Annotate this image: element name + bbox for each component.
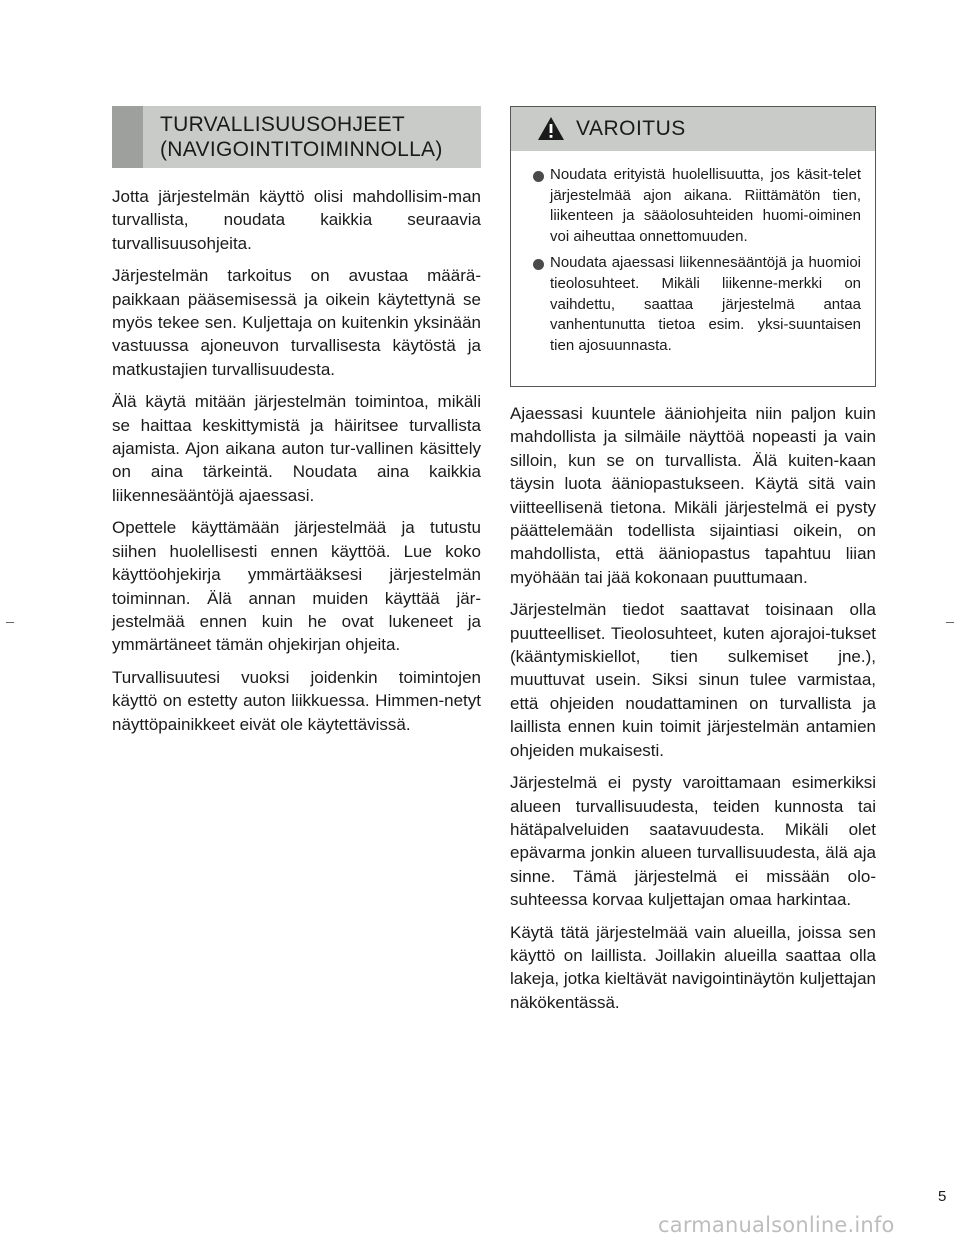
warning-header xyxy=(511,107,875,151)
heading-tab xyxy=(112,106,143,168)
warning-title: VAROITUS xyxy=(576,117,686,140)
right-column xyxy=(510,402,876,1023)
warning-item-text: Noudata ajaessasi liikennesääntöjä ja huomioi tieolosuhteet. Mikäli liikenne-merkki on vaihdettu, saattaa järjestelmä antaa vanhentunutta tietoa esim. yksi-suuntaisen tien ajosuunnasta. xyxy=(550,254,861,354)
paragraph: Jotta järjestelmän käyttö olisi mahdollisim-man turvallista, noudata kaikkia seuraavia turvallisuusohjeita. xyxy=(112,187,481,253)
crop-mark-right xyxy=(946,622,954,623)
paragraph: Järjestelmän tarkoitus on avustaa määrä-paikkaan pääsemisessä ja oikein käytettynä se myös tekee sen. Kuljettaja on kuitenkin yksinään vastuussa ajoneuvon turvallisesta käytöstä ja matkustajien turvallisuudesta. xyxy=(112,266,481,379)
list-item xyxy=(533,253,861,356)
warning-box xyxy=(510,106,876,387)
heading-title xyxy=(160,112,475,162)
bullet-icon xyxy=(533,171,544,182)
warning-list xyxy=(511,151,875,356)
warning-triangle-icon xyxy=(537,116,565,141)
left-column xyxy=(112,185,481,745)
paragraph: Ajaessasi kuuntele ääniohjeita niin paljon kuin mahdollista ja silmäile näyttöä nopeasti ja vain silloin, kun se on turvallista. Älä kuiten-kaan täysin luota ääniopastukseen. Käytä sitä vain viitteellisenä tietona. Mikäli järjestelmä ei pysty päättelemään todellista sijaintiasi oikein, on mahdollista, että ääniopastus tapahtuu liian myöhään tai jää kokonaan puuttumaan. xyxy=(510,404,876,587)
paragraph: Järjestelmä ei pysty varoittamaan esimerkiksi alueen turvallisuudesta, teiden kunnosta tai hätäpalveluiden saatavuudesta. Mikäli olet epävarma jonkin alueen turvallisuudesta, älä aja sinne. Tämä järjestelmä ei missään olo-suhteessa korvaa kuljettajan omaa harkintaa. xyxy=(510,773,876,910)
paragraph: Opettele käyttämään järjestelmää ja tutustu siihen huolellisesti ennen käyttöä. Lue koko käyttöohjekirja ymmärtääksesi järjestelmän toiminnan. Älä annan muiden käyttää jär-jestelmää ennen kuin he ovat lukeneet ja ymmärtäneet tämän ohjekirjan ohjeita. xyxy=(112,518,481,655)
crop-mark-left xyxy=(6,622,14,623)
paragraph: Älä käytä mitään järjestelmän toimintoa, mikäli se haittaa keskittymistä ja häiritsee turvallista ajamista. Ajon aikana auton tur-vallinen käsittely on aina tärkeintä. Noudata aina kaikkia liikennesääntöjä ajaessasi. xyxy=(112,392,481,505)
paragraph: Järjestelmän tiedot saattavat toisinaan olla puutteelliset. Tieolosuhteet, kuten ajorajoi-tukset (kääntymiskiellot, tien sulkemiset jne.), muuttuvat usein. Siksi sinun tulee varmistaa, että ohjeiden noudattaminen on turvallista ja laillista ennen kuin toimit järjestelmän antamien ohjeiden mukaisesti. xyxy=(510,600,876,760)
watermark: carmanualsonline.info xyxy=(658,1213,895,1237)
warning-item-text: Noudata erityistä huolellisuutta, jos käsit-telet järjestelmää ajon aikana. Riittämätön tien, liikenteen ja sääolosuhteiden huomi-oiminen voi aiheuttaa onnettomuuden. xyxy=(550,166,861,245)
paragraph: Käytä tätä järjestelmää vain alueilla, joissa sen käyttö on laillista. Joillakin alueilla saattaa olla lakeja, jotka kieltävät navigointinäytön kuljettajan näkökentässä. xyxy=(510,922,876,1012)
paragraph: Turvallisuutesi vuoksi joidenkin toimintojen käyttö on estetty auton liikkuessa. Himmen-netyt näyttöpainikkeet eivät ole käytettävissä. xyxy=(112,667,481,734)
heading-line-2: (NAVIGOINTITOIMINNOLLA) xyxy=(160,138,443,161)
page-number: 5 xyxy=(938,1188,947,1205)
heading-line-1: TURVALLISUUSOHJEET xyxy=(160,113,406,136)
list-item xyxy=(533,165,861,247)
section-heading xyxy=(112,106,481,168)
bullet-icon xyxy=(533,259,544,270)
